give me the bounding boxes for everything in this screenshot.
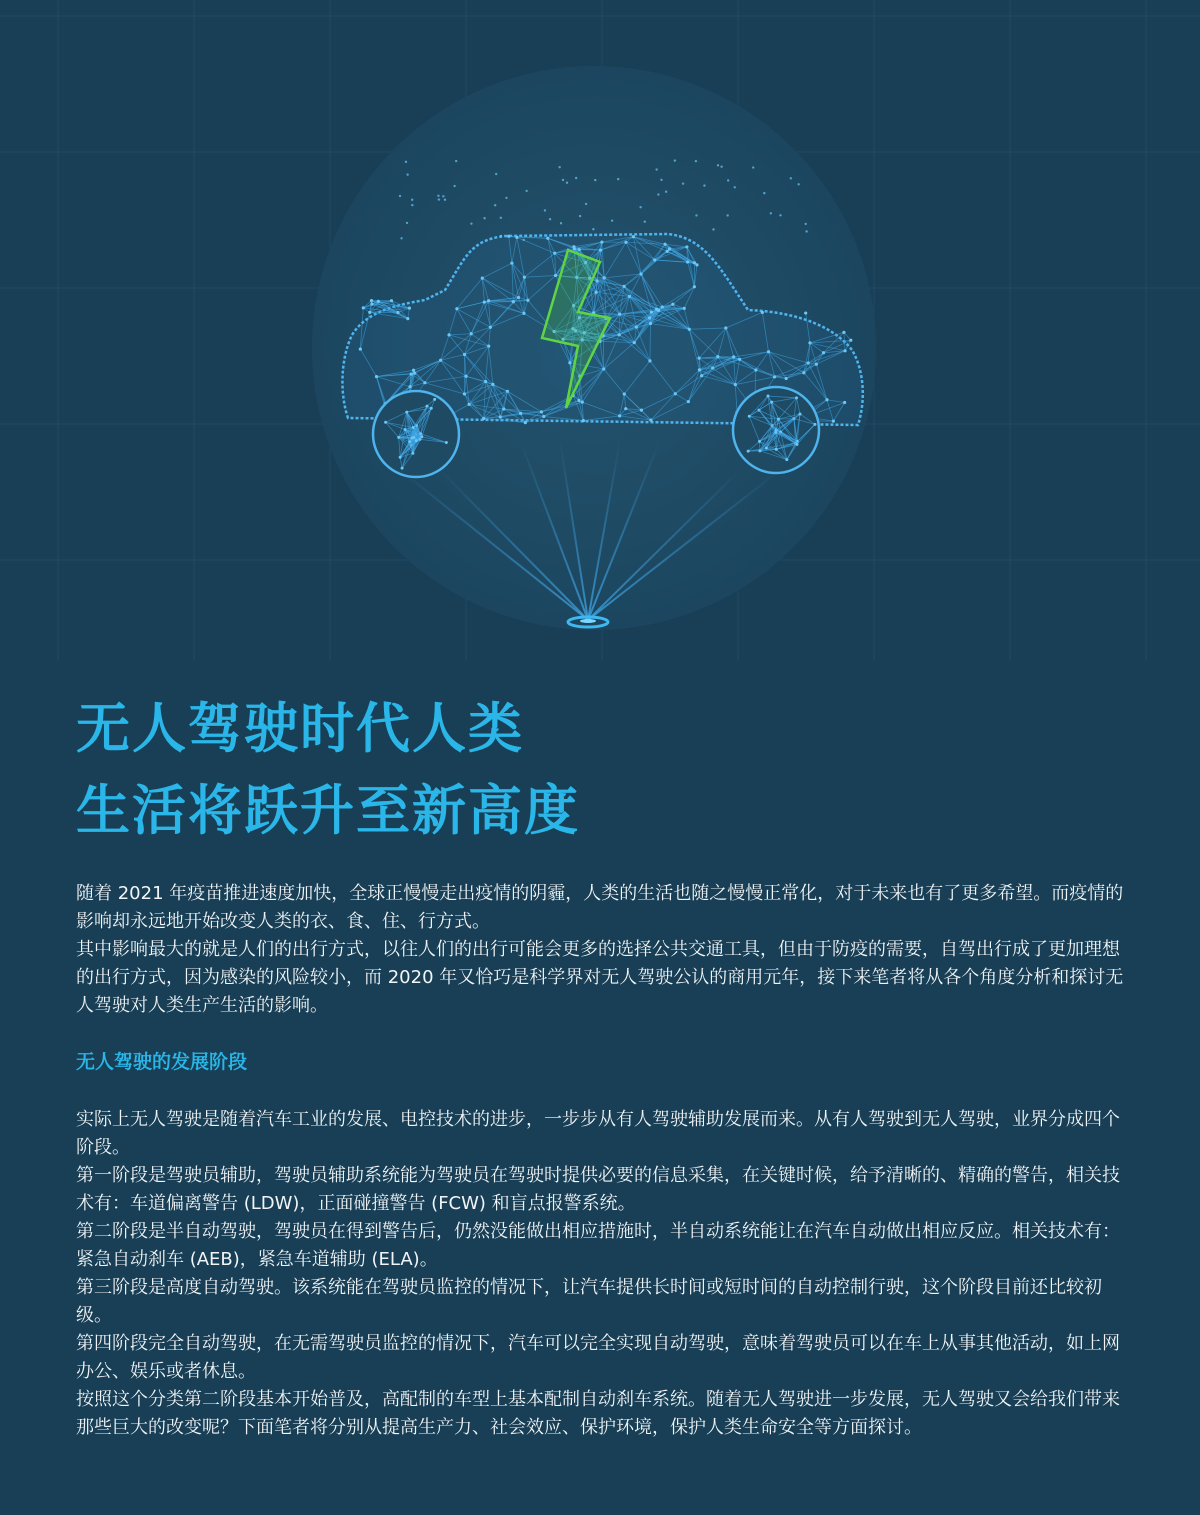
hero-illustration xyxy=(0,0,1200,660)
body-paragraph-5: 第四阶段完全自动驾驶，在无需驾驶员监控的情况下，汽车可以完全实现自动驾驶，意味着驾驶员可以在车上从事其他活动，如上网办公、娱乐或者休息。 xyxy=(76,1333,1120,1382)
title-line-1: 无人驾驶时代人类 xyxy=(76,697,524,760)
article-title xyxy=(76,688,1126,852)
section-heading: 无人驾驶的发展阶段 xyxy=(76,1051,248,1073)
body-paragraph-1: 实际上无人驾驶是随着汽车工业的发展、电控技术的进步，一步步从有人驾驶辅助发展而来。从有人驾驶到无人驾驶，业界分成四个阶段。 xyxy=(76,1109,1120,1158)
body-paragraph-2: 第一阶段是驾驶员辅助，驾驶员辅助系统能为驾驶员在驾驶时提供必要的信息采集，在关键时候，给予清晰的、精确的警告，相关技术有：车道偏离警告 (LDW)，正面碰撞警告 (FCW) 和盲点报警系统。 xyxy=(76,1165,1120,1214)
body-paragraph-3: 第二阶段是半自动驾驶，驾驶员在得到警告后，仍然没能做出相应措施时，半自动系统能让在汽车自动做出相应反应。相关技术有：紧急自动刹车 (AEB)，紧急车道辅助 (ELA)。 xyxy=(76,1221,1120,1270)
intro-paragraph-2: 其中影响最大的就是人们的出行方式，以往人们的出行可能会更多的选择公共交通工具，但由于防疫的需要，自驾出行成了更加理想的出行方式，因为感染的风险较小，而 2020 年又恰巧是科学界对无人驾驶公认的商用元年，接下来笔者将从各个角度分析和探讨无人驾驶对人类生产生活的影响。 xyxy=(76,939,1124,1016)
title-line-2: 生活将跃升至新高度 xyxy=(76,779,580,842)
body-paragraph-4: 第三阶段是高度自动驾驶。该系统能在驾驶员监控的情况下，让汽车提供长时间或短时间的自动控制行驶，这个阶段目前还比较初级。 xyxy=(76,1277,1102,1326)
hero-svg xyxy=(0,0,1200,660)
body-paragraph-6: 按照这个分类第二阶段基本开始普及，高配制的车型上基本配制自动刹车系统。随着无人驾驶进一步发展，无人驾驶又会给我们带来那些巨大的改变呢？下面笔者将分别从提高生产力、社会效应、保护环境，保护人类生命安全等方面探讨。 xyxy=(76,1389,1120,1438)
article-content xyxy=(76,880,1128,1442)
intro-paragraph-1: 随着 2021 年疫苗推进速度加快，全球正慢慢走出疫情的阴霾，人类的生活也随之慢慢正常化，对于未来也有了更多希望。而疫情的影响却永远地开始改变人类的衣、食、住、行方式。 xyxy=(76,883,1124,932)
